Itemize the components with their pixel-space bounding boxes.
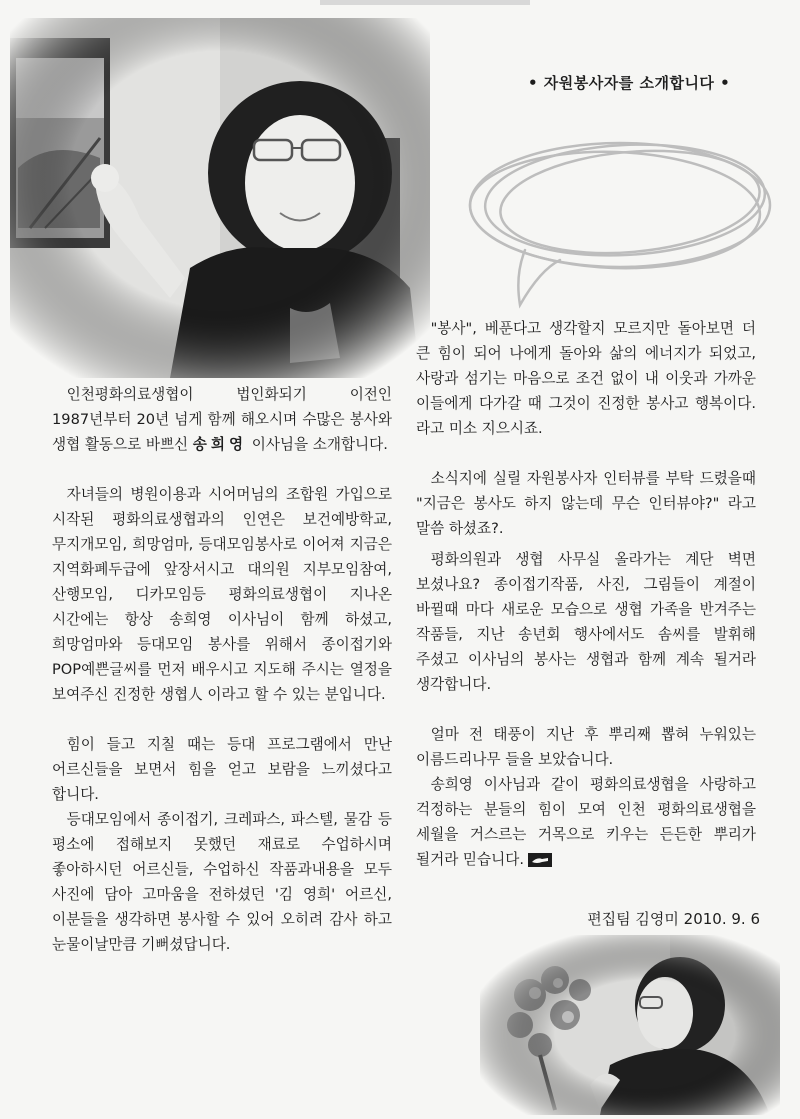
closing-text: 송희영 이사님과 같이 평화의료생협을 사랑하고 걱정하는 분들의 힘이 모여 인천 평화의료생협을 세월을 거스르는 거목으로 키우는 든든한 뿌리가 될거라 믿습니다. [416,776,756,868]
top-photo [10,18,430,378]
left-column [52,382,392,957]
artwork-paragraph: 평화의원과 생협 사무실 올라가는 계단 벽면 보셨나요? 종이접기작품, 사진, 그림들이 계절이 바뀔때 마다 새로운 모습으로 생협 가족을 반겨주는 작품들, 지난 송년회 행사에서도 솜씨를 발휘해 주셨고 이사님의 봉사는 생협과 함께 계속 될거라 생각합니다. [416,551,756,693]
activities-paragraph: 등대모임에서 종이접기, 크레파스, 파스텔, 물감 등 평소에 접해보지 못했던 재료로 수업하시며 좋아하시던 어르신들, 수업하신 작품과내용을 모두 사진에 담아 고마움을 전하셨던 '김 영희' 어르신, 이분들을 생각하면 봉사할 수 있어 오히려 감사 하고 눈물이날만큼 기뻐셨답니다. [52,811,392,953]
right-column [416,316,756,872]
typhoon-paragraph: 얼마 전 태풍이 지난 후 뿌리째 뽑혀 누워있는 이름드리나무 들을 보았습니다. [416,726,756,768]
volunteer-name: 송희영 [192,436,248,453]
editor-signature: 편집팀 김영미 2010. 9. 6 [587,910,760,928]
intro-text-b: 이사님을 소개합니다. [247,436,388,453]
closing-paragraph [416,772,756,872]
hand-icon [528,853,552,867]
section-heading: • 자원봉사자를 소개합니다 • [528,74,731,92]
intro-text-a: 인천평화의료생협이 법인화되기 이전인 1987년부터 20년 넘게 함께 해오시며 수많은 봉사와 생협 활동으로 바쁘신 [52,386,392,453]
speech-bubble-decoration [430,120,790,320]
motivation-paragraph: 힘이 들고 지칠 때는 등대 프로그램에서 만난 어르신들을 보면서 힘을 얻고 보람을 느끼셨다고 합니다. [52,736,392,803]
quote-paragraph: "봉사", 베푼다고 생각할지 모르지만 돌아보면 더 큰 힘이 되어 나에게 돌아와 삶의 에너지가 되었고, 사랑과 섬기는 마음으로 조건 없이 내 이웃과 가까운 이들에게 다가갈 때 그것이 진정한 봉사고 행복이다. 라고 미소 지으시죠. [416,320,756,437]
running-header-strip [300,0,560,10]
intro-paragraph [52,382,392,457]
history-paragraph: 자녀들의 병원이용과 시어머님의 조합원 가입으로 시작된 평화의료생협과의 인연은 보건예방학교, 무지개모임, 희망엄마, 등대모임봉사로 이어져 지금은 지역화폐두급에 앞장서시고 대의원 지부모임참여, 산행모임, 디카모임등 평화의료생협이 지나온 시간에는 항상 송희영 이사님이 함께 하셨고, 희망엄마와 등대모임 봉사를 위해서 종이접기와 POP예쁜글씨를 먼저 배우시고 지도해 주시는 열정을 보여주신 진정한 생협人 이라고 할 수 있는 분입니다. [52,486,392,703]
interview-paragraph: 소식지에 실릴 자원봉사자 인터뷰를 부탁 드렸을때 "지금은 봉사도 하지 않는데 무슨 인터뷰야?" 라고 말씀 하셨죠?. [416,470,756,537]
bottom-photo [480,935,780,1115]
